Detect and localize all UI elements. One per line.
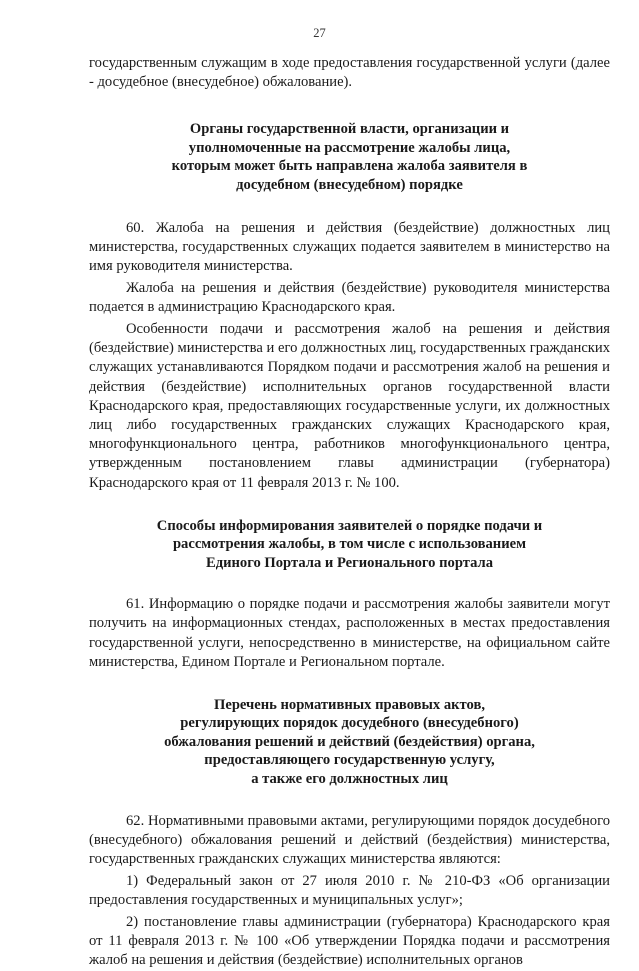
section-heading-informing-methods <box>89 517 610 572</box>
heading-line: которым может быть направлена жалоба заявителя в <box>171 158 528 175</box>
heading-line: регулирующих порядок досудебного (внесудебного) <box>180 715 519 732</box>
heading-line: уполномоченные на рассмотрение жалобы лица, <box>188 139 511 156</box>
heading-line: Единого Портала и Регионального портала <box>205 554 494 571</box>
opening-paragraph: государственным служащим в ходе предоставления государственной услуги (далее - досудебное (внесудебное) обжалование). <box>89 55 610 91</box>
paragraph-60-minister: Жалоба на решения и действия (бездействие) руководителя министерства подается в администрацию Краснодарского края. <box>89 280 610 316</box>
paragraph-61: 61. Информацию о порядке подачи и рассмотрения жалобы заявители могут получить на информационных стендах, расположенных в местах предоставления государственной услуги, непосредственно в министерстве, на официальном сайте министерства, Едином Портале и Региональном портале. <box>89 596 610 670</box>
document-body <box>89 54 610 971</box>
list-item-federal-law: 1) Федеральный закон от 27 июля 2010 г. № 210-ФЗ «Об организации предоставления государственных и муниципальных услуг»; <box>89 873 610 909</box>
heading-line: досудебном (внесудебном) порядке <box>236 176 463 193</box>
heading-line: Органы государственной власти, организации и <box>189 121 510 138</box>
paragraph-62: 62. Нормативными правовыми актами, регулирующими порядок досудебного (внесудебного) обжалования решений и действий (бездействия) министерства, государственных гражданских служащих министерства являются: <box>89 812 610 868</box>
heading-line: рассмотрения жалобы, в том числе с использованием <box>172 536 527 553</box>
section-heading-legal-acts <box>89 696 610 788</box>
heading-line: Способы информирования заявителей о порядке подачи и <box>156 517 543 534</box>
section-heading-complaint-bodies <box>89 120 610 194</box>
heading-line: а также его должностных лиц <box>251 770 448 787</box>
list-item-governor-resolution: 2) постановление главы администрации (губернатора) Краснодарского края от 11 февраля 2013 г. № 100 «Об утверждении Порядка подачи и рассмотрения жалоб на решения и действия (бездействие) исполнительных органов <box>89 913 610 969</box>
heading-line: обжалования решений и действий (бездействия) органа, <box>164 733 535 750</box>
paragraph-60: 60. Жалоба на решения и действия (бездействие) должностных лиц министерства, государственных служащих подается заявителем в министерство на имя руководителя министерства. <box>89 220 610 275</box>
paragraph-60-procedure: Особенности подачи и рассмотрения жалоб на решения и действия (бездействие) министерства и его должностных лиц, государственных гражданских служащих устанавливаются Порядком подачи и рассмотрения жалоб на решения и действия (бездействие) исполнительных органов государственной власти Краснодарского края, предоставляющих государственные услуги, их должностных лиц либо государственных гражданских служащих Краснодарского края, многофункционального центра, работников многофункционального центра, утвержденным постановлением главы администрации (губернатора) Краснодарского края от 11 февраля 2013 г. № 100. <box>89 321 610 491</box>
heading-line: Перечень нормативных правовых актов, <box>213 696 485 713</box>
heading-line: предоставляющего государственную услугу, <box>204 752 495 769</box>
page-number: 27 <box>313 26 326 40</box>
